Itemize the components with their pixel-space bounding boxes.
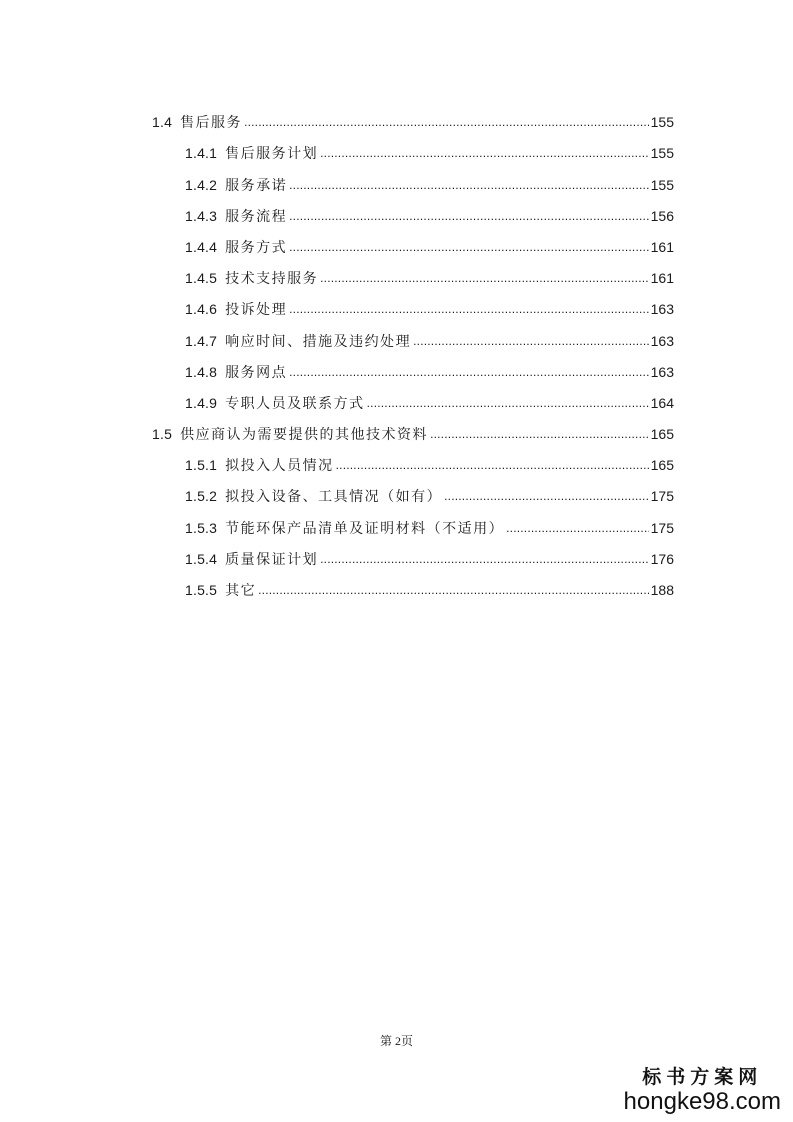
toc-entry-1-5-1[interactable] (152, 443, 674, 474)
watermark-chinese-text: 标书方案网 (642, 1066, 763, 1088)
dot-leader (289, 176, 649, 194)
toc-entry-1-4-7[interactable] (152, 318, 674, 349)
toc-entry-1-5-3[interactable] (152, 505, 674, 536)
toc-entry-title: 质量保证计划 (225, 550, 319, 567)
page-number-footer: 第 2页 (379, 1034, 413, 1048)
toc-entry-page: 176 (650, 550, 674, 567)
toc-entry-number: 1.4.7 (185, 332, 218, 349)
toc-entry-1-4-8[interactable] (152, 350, 674, 381)
toc-entry-1-4-1[interactable] (152, 131, 674, 162)
toc-entry-1-4-5[interactable] (152, 256, 674, 287)
toc-entry-number: 1.4.9 (185, 394, 218, 411)
site-watermark (624, 1062, 781, 1115)
toc-entry-number: 1.5.3 (185, 519, 218, 536)
dot-leader (444, 487, 649, 505)
toc-entry-page: 163 (650, 363, 674, 380)
dot-leader (244, 113, 649, 131)
toc-entry-title: 拟投入设备、工具情况（如有） (225, 488, 443, 505)
toc-entry-1-5-5[interactable] (152, 568, 674, 599)
toc-entry-1-4-3[interactable] (152, 194, 674, 225)
dot-leader (430, 425, 649, 443)
dot-leader (320, 144, 649, 162)
toc-entry-1-4-6[interactable] (152, 287, 674, 318)
toc-entry-page: 161 (650, 270, 674, 287)
toc-entry-number: 1.5.5 (185, 582, 218, 598)
dot-leader (320, 550, 649, 568)
toc-entry-1-4-2[interactable] (152, 162, 674, 193)
toc-entry-page: 175 (650, 519, 674, 536)
toc-entry-title: 服务承诺 (225, 176, 288, 193)
toc-entry-page: 188 (650, 582, 674, 598)
toc-entry-number: 1.5.2 (185, 488, 218, 505)
toc-entry-title: 专职人员及联系方式 (225, 394, 365, 411)
toc-entry-page: 165 (650, 426, 674, 443)
toc-entry-page: 156 (650, 207, 674, 224)
toc-entry-title: 售后服务计划 (225, 145, 319, 162)
toc-entry-1-4-4[interactable] (152, 225, 674, 256)
toc-entry-page: 163 (650, 332, 674, 349)
toc-entry-title: 其它 (225, 582, 257, 598)
toc-entry-number: 1.4.8 (185, 363, 218, 380)
toc-entry-page: 161 (650, 238, 674, 255)
toc-entry-number: 1.4.6 (185, 301, 218, 318)
toc-entry-1-5-2[interactable] (152, 474, 674, 505)
toc-entry-number: 1.4.5 (185, 270, 218, 287)
toc-entry-page: 175 (650, 488, 674, 505)
toc-entry-1-5-4[interactable] (152, 537, 674, 568)
toc-entry-title: 节能环保产品清单及证明材料（不适用） (225, 519, 505, 536)
toc-entry-number: 1.4.3 (185, 207, 218, 224)
toc-entry-title: 拟投入人员情况 (225, 457, 334, 474)
dot-leader (336, 456, 649, 474)
toc-entry-1-4-9[interactable] (152, 381, 674, 412)
table-of-contents (152, 100, 674, 599)
watermark-url-text: hongke98.com (623, 1088, 781, 1115)
toc-entry-title: 技术支持服务 (225, 270, 319, 287)
dot-leader (258, 581, 649, 599)
toc-entry-number: 1.5 (152, 426, 173, 443)
toc-entry-number: 1.4.1 (185, 145, 218, 162)
toc-entry-number: 1.5.1 (185, 457, 218, 474)
toc-entry-1-4[interactable] (152, 100, 674, 131)
toc-entry-title: 响应时间、措施及违约处理 (225, 332, 412, 349)
toc-entry-number: 1.5.4 (185, 550, 218, 567)
toc-entry-page: 155 (650, 176, 674, 193)
dot-leader (289, 238, 649, 256)
toc-entry-page: 164 (650, 394, 674, 411)
toc-entry-page: 155 (650, 114, 674, 131)
toc-entry-title: 供应商认为需要提供的其他技术资料 (180, 426, 429, 443)
toc-entry-title: 服务网点 (225, 363, 288, 380)
dot-leader (506, 519, 649, 537)
toc-entry-number: 1.4.2 (185, 176, 218, 193)
dot-leader (320, 269, 649, 287)
dot-leader (289, 207, 649, 225)
toc-entry-number: 1.4 (152, 114, 173, 131)
toc-entry-title: 售后服务 (180, 114, 243, 131)
toc-entry-title: 服务方式 (225, 238, 288, 255)
dot-leader (367, 394, 649, 412)
toc-entry-title: 投诉处理 (225, 301, 288, 318)
toc-entry-page: 163 (650, 301, 674, 318)
dot-leader (289, 363, 649, 381)
toc-entry-1-5[interactable] (152, 412, 674, 443)
toc-entry-number: 1.4.4 (185, 238, 218, 255)
toc-entry-title: 服务流程 (225, 207, 288, 224)
dot-leader (413, 332, 649, 350)
dot-leader (289, 300, 649, 318)
toc-entry-page: 155 (650, 145, 674, 162)
toc-entry-page: 165 (650, 457, 674, 474)
